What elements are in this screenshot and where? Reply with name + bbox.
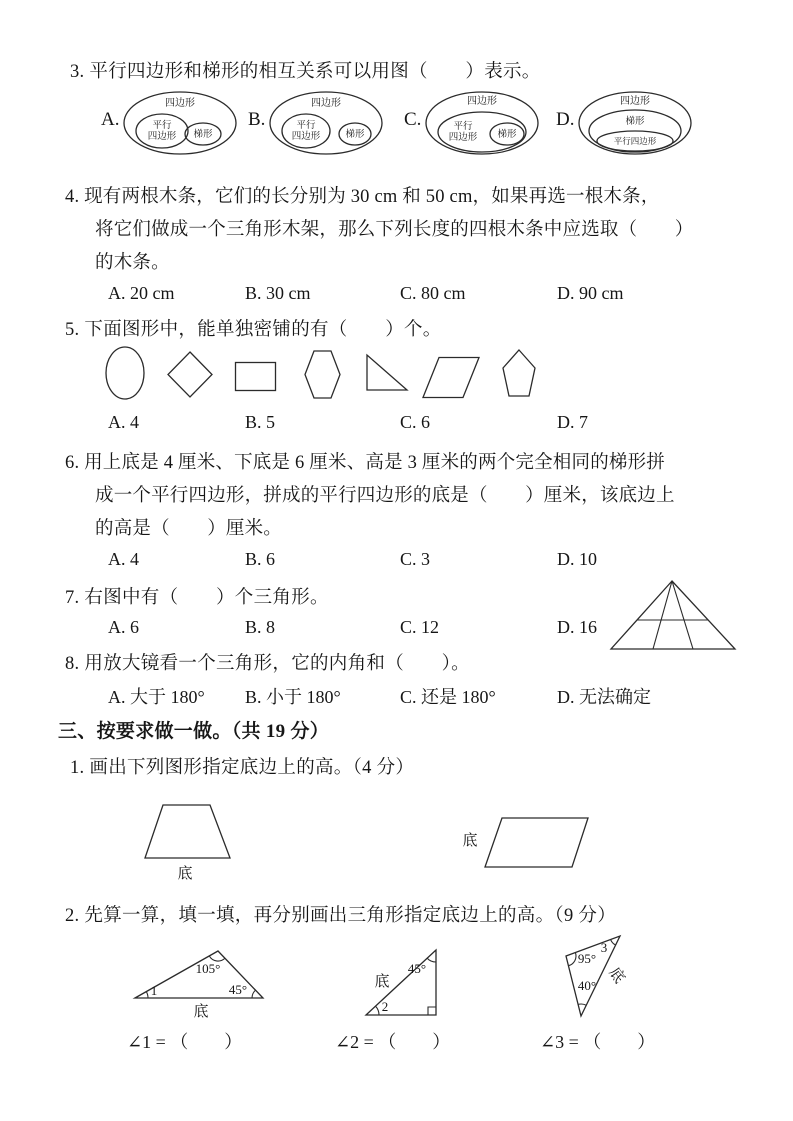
venn-option-d <box>556 90 694 156</box>
shape-parallelogram <box>422 356 480 399</box>
section-3-title: 三、按要求做一做。（共 19 分） <box>58 721 330 742</box>
q4-option-c: C. 80 cm <box>400 283 466 303</box>
question-6-text <box>65 447 675 546</box>
angle-2-answer: ∠2 = （ ） <box>335 1032 451 1052</box>
question-7-text: 7. 右图中有（ ）个三角形。 <box>65 588 329 608</box>
svg-text:四边形: 四边形 <box>620 96 651 107</box>
question-6-options <box>0 549 793 570</box>
shape-hexagon <box>304 350 341 399</box>
trapezoid-base-label: 底 <box>177 866 193 882</box>
question-4-options <box>0 283 793 304</box>
shape-pentagon <box>502 349 536 398</box>
parallelogram-base-label: 底 <box>462 833 478 849</box>
svg-text:梯形: 梯形 <box>193 130 213 140</box>
q7-option-a: A. 6 <box>108 617 139 637</box>
q4-line-3: 的木条。 <box>95 253 170 273</box>
parallelogram-figure <box>455 806 600 881</box>
svg-text:四边形: 四边形 <box>311 98 342 109</box>
q8-option-c: C. 还是 180° <box>400 687 496 707</box>
triangle-2-figure <box>348 945 446 1023</box>
t3-bottom-angle: 40° <box>577 978 597 993</box>
svg-text:梯形: 梯形 <box>625 117 645 127</box>
t1-left-angle: 1 <box>150 983 158 998</box>
q6-line-2: 成一个平行四边形，拼成的平行四边形的底是（ ）厘米，该底边上 <box>95 486 675 506</box>
svg-text:梯形: 梯形 <box>497 130 517 140</box>
question-8-text: 8. 用放大镜看一个三角形，它的内角和（ ）。 <box>65 654 470 674</box>
t3-topleft-angle: 95° <box>577 951 597 966</box>
q6-line-3: 的高是（ ）厘米。 <box>95 519 283 539</box>
q6-option-b: B. 6 <box>245 549 276 569</box>
option-letter-d: D. <box>556 109 575 130</box>
triangle-count-figure <box>608 578 738 653</box>
q4-option-a: A. 20 cm <box>108 283 175 303</box>
svg-text:四边形: 四边形 <box>165 98 196 109</box>
venn-option-c <box>404 90 556 156</box>
q6-line-1: 6. 用上底是 4 厘米、下底是 6 厘米、高是 3 厘米的两个完全相同的梯形拼 <box>65 453 666 473</box>
question-5-options <box>0 412 793 433</box>
angle-3-answer: ∠3 = （ ） <box>540 1032 656 1052</box>
svg-text:平行: 平行 <box>152 121 172 131</box>
q5-option-c: C. 6 <box>400 412 431 432</box>
option-letter-a: A. <box>101 109 120 130</box>
q4-option-d: D. 90 cm <box>557 283 624 303</box>
q6-option-c: C. 3 <box>400 549 431 569</box>
angle-1-answer: ∠1 = （ ） <box>127 1032 243 1052</box>
q8-option-d: D. 无法确定 <box>557 687 651 707</box>
question-8-options <box>0 683 793 709</box>
question-3-diagrams <box>101 90 694 156</box>
svg-text:四边形: 四边形 <box>449 133 478 143</box>
q5-option-d: D. 7 <box>557 412 588 432</box>
svg-text:平行: 平行 <box>296 121 316 131</box>
venn-option-a <box>101 90 248 156</box>
section3-q2-text: 2. 先算一算，填一填，再分别画出三角形指定底边上的高。（9 分） <box>65 906 617 926</box>
q4-option-b: B. 30 cm <box>245 283 311 303</box>
section3-q1-text: 1. 画出下列图形指定底边上的高。（4 分） <box>70 758 415 778</box>
shape-ellipse <box>105 346 145 400</box>
t2-base-label: 底 <box>374 974 390 990</box>
shape-diamond <box>167 351 213 398</box>
angle-answer-row <box>0 1028 793 1054</box>
svg-text:梯形: 梯形 <box>345 130 365 140</box>
q6-option-a: A. 4 <box>108 549 139 569</box>
q4-line-1: 4. 现有两根木条，它们的长分别为 30 cm 和 50 cm，如果再选一根木条， <box>65 187 660 207</box>
q5-option-a: A. 4 <box>108 412 139 432</box>
svg-text:四边形: 四边形 <box>467 96 498 107</box>
shape-right-triangle <box>365 353 409 392</box>
t1-apex-angle: 105° <box>195 961 221 976</box>
q7-option-b: B. 8 <box>245 617 276 637</box>
t3-base-label: 底 <box>605 964 628 987</box>
option-letter-b: B. <box>248 109 266 130</box>
q7-option-c: C. 12 <box>400 617 440 637</box>
t2-top-angle: 45° <box>407 961 427 976</box>
q4-line-2: 将它们做成一个三角形木架，那么下列长度的四根木条中应选取（ ） <box>95 220 694 240</box>
q8-option-a: A. 大于 180° <box>108 687 205 707</box>
svg-text:四边形: 四边形 <box>148 132 177 142</box>
svg-text:平行: 平行 <box>453 122 473 132</box>
svg-text:平行四边形: 平行四边形 <box>614 136 657 146</box>
q6-option-d: D. 10 <box>557 549 597 569</box>
t1-right-angle: 45° <box>228 982 248 997</box>
triangle-3-figure <box>543 926 638 1026</box>
t1-base-label: 底 <box>193 1004 209 1020</box>
question-3-text: 3. 平行四边形和梯形的相互关系可以用图（ ）表示。 <box>70 62 541 82</box>
question-4-text <box>65 181 693 280</box>
option-letter-c: C. <box>404 109 422 130</box>
venn-diagram-b <box>267 90 385 156</box>
q7-option-d: D. 16 <box>557 617 597 637</box>
q5-option-b: B. 5 <box>245 412 276 432</box>
trapezoid-figure <box>138 797 238 885</box>
shape-rectangle <box>234 361 277 392</box>
q8-option-b: B. 小于 180° <box>245 687 341 707</box>
t2-left-angle: 2 <box>381 999 389 1014</box>
venn-diagram-a <box>121 90 239 156</box>
venn-option-b <box>248 90 404 156</box>
svg-text:四边形: 四边形 <box>292 132 321 142</box>
triangle-1-figure <box>123 943 273 1021</box>
venn-diagram-c <box>423 90 541 156</box>
question-5-text: 5. 下面图形中，能单独密铺的有（ ）个。 <box>65 320 442 340</box>
t3-topright-angle: 3 <box>600 940 608 955</box>
venn-diagram-d <box>576 90 694 156</box>
